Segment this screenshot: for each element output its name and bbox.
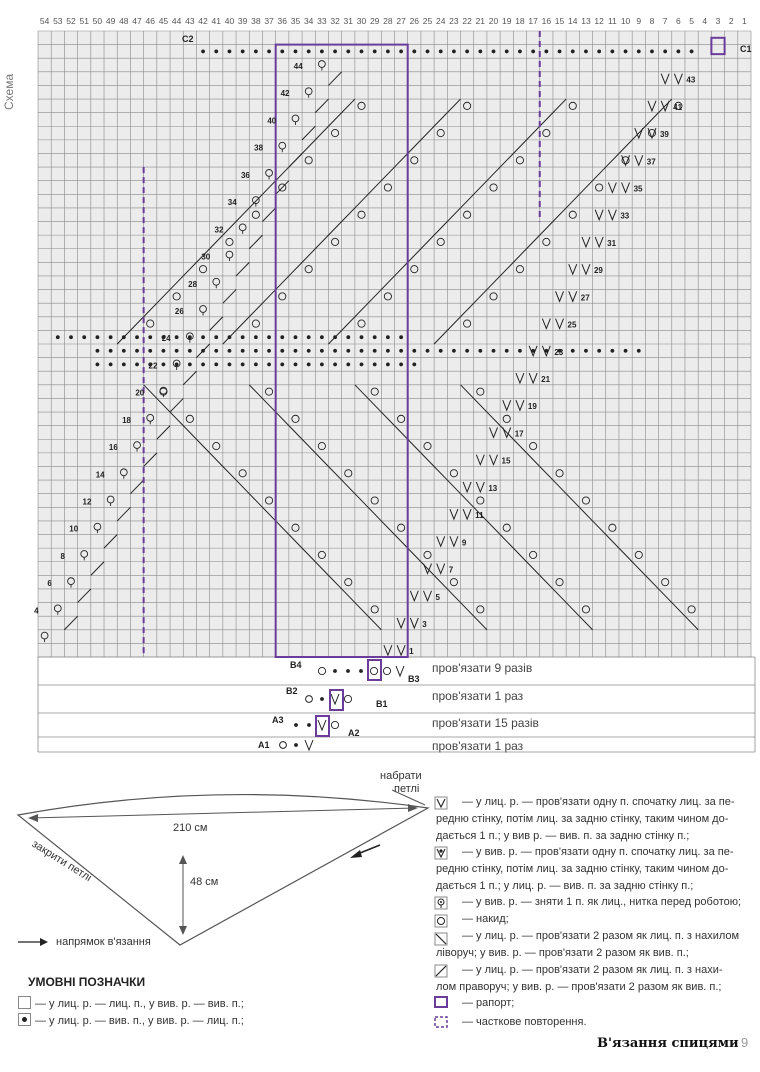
legend-right-line: редню стінку, потім лиц. за задню стінку, таким чином до- <box>436 863 729 875</box>
purl-dot-symbol <box>201 335 205 339</box>
left-row-number: 30 <box>201 252 211 262</box>
purl-dot-symbol <box>584 50 588 54</box>
purl-dot-symbol <box>571 50 575 54</box>
yarn-over-symbol <box>370 667 377 674</box>
purl-dot-symbol <box>412 363 416 367</box>
purl-dot-symbol <box>412 50 416 54</box>
purl-dot-symbol <box>399 363 403 367</box>
purl-dot-symbol <box>584 349 588 353</box>
column-number: 50 <box>92 16 103 26</box>
purl-dot-symbol <box>333 335 337 339</box>
purl-dot-symbol <box>307 723 311 727</box>
purl-dot-symbol <box>373 363 377 367</box>
column-number: 24 <box>435 16 446 26</box>
purl-dot-symbol <box>109 335 113 339</box>
purl-dot-symbol <box>214 335 218 339</box>
purl-dot-symbol <box>386 50 390 54</box>
purl-dot-symbol <box>676 50 680 54</box>
column-number: 13 <box>581 16 591 26</box>
column-number: 11 <box>607 16 617 26</box>
left-row-number: 42 <box>280 89 290 99</box>
column-number: 45 <box>158 16 169 26</box>
left-row-number: 22 <box>148 361 158 371</box>
column-number: 23 <box>449 16 459 26</box>
purl-dot-symbol <box>531 349 535 353</box>
purl-dot-symbol <box>96 363 100 367</box>
purl-dot-symbol <box>320 335 324 339</box>
repeat-icon <box>435 997 447 1007</box>
purl-dot-symbol <box>148 335 152 339</box>
legend-right-line: — часткове повторення. <box>462 1016 587 1028</box>
purl-dot-symbol <box>214 363 218 367</box>
purl-dot-symbol <box>307 363 311 367</box>
right-row-number: 39 <box>659 130 669 140</box>
purl-dot-symbol <box>135 349 139 353</box>
purl-dot-symbol <box>228 50 232 54</box>
right-row-number: 25 <box>567 320 577 330</box>
purl-dot-symbol <box>518 349 522 353</box>
shawl-width: 210 см <box>173 822 208 834</box>
purl-dot-symbol <box>465 349 469 353</box>
column-number: 42 <box>198 16 208 26</box>
right-row-number: 33 <box>620 211 630 221</box>
purl-dot-symbol <box>294 335 298 339</box>
column-number: 6 <box>676 16 681 26</box>
purl-dot-symbol <box>254 349 258 353</box>
purl-dot-symbol <box>505 50 509 54</box>
purl-dot-symbol <box>544 349 548 353</box>
purl-dot-symbol <box>399 349 403 353</box>
purl-dot-symbol <box>241 335 245 339</box>
right-row-number: 9 <box>461 538 467 548</box>
left-row-number: 36 <box>240 170 250 180</box>
partial-repeat-icon <box>435 1017 447 1027</box>
column-number: 29 <box>369 16 380 26</box>
purl-dot-symbol <box>162 363 166 367</box>
purl-dot-symbol <box>307 349 311 353</box>
purl-dot-symbol <box>492 349 496 353</box>
column-number: 12 <box>594 16 604 26</box>
purl-dot-symbol <box>307 50 311 54</box>
purl-dot-symbol <box>280 363 284 367</box>
marker-b4: B4 <box>290 660 302 670</box>
legend-right-line: — рапорт; <box>462 997 515 1009</box>
purl-dot-symbol <box>452 50 456 54</box>
row-instruction-2: пров'язати 1 раз <box>432 689 524 703</box>
right-row-number: 41 <box>673 102 683 112</box>
purl-dot-symbol <box>241 50 245 54</box>
purl-dot-symbol <box>109 363 113 367</box>
left-row-number: 38 <box>254 143 264 153</box>
purl-dot-symbol <box>478 349 482 353</box>
legend-right-line: дається 1 п.; у вив р. — вив. п. за задню стінку п.; <box>436 830 690 842</box>
column-number: 30 <box>356 16 367 26</box>
purl-dot-symbol <box>505 349 509 353</box>
column-number: 39 <box>237 16 248 26</box>
right-row-number: 1 <box>409 647 414 657</box>
left-row-number: 32 <box>214 225 224 235</box>
purl-dot-symbol <box>624 50 628 54</box>
purl-dot-symbol <box>56 335 60 339</box>
purl-dot-symbol <box>294 723 298 727</box>
purl-dot-symbol <box>307 335 311 339</box>
column-number: 48 <box>119 16 129 26</box>
legend-right-line: — у лиц. р. — пров'язати 2 разом як лиц. п. з нахилом <box>462 930 740 942</box>
left-row-number: 44 <box>293 62 303 72</box>
k2tog-left-icon <box>435 933 447 945</box>
right-row-number: 29 <box>593 266 603 276</box>
left-row-number: 24 <box>161 334 171 344</box>
column-number: 31 <box>343 16 354 26</box>
marker-c2: C2 <box>182 34 194 44</box>
purl-dot-symbol <box>254 363 258 367</box>
purl-dot-symbol <box>241 363 245 367</box>
column-number: 46 <box>145 16 155 26</box>
legend-title: УМОВНІ ПОЗНАЧКИ <box>28 975 146 989</box>
purl-dot-symbol <box>690 50 694 54</box>
column-number: 8 <box>649 16 655 26</box>
column-number: 47 <box>132 16 142 26</box>
left-row-number: 20 <box>135 388 145 398</box>
right-row-number: 3 <box>422 619 427 629</box>
purl-dot-symbol <box>148 349 152 353</box>
cast-on-label-1: набрати <box>380 770 422 782</box>
purl-dot-symbol <box>439 50 443 54</box>
purl-dot-symbol <box>162 349 166 353</box>
slip-stitch-icon <box>435 897 447 909</box>
purl-dot-symbol <box>346 349 350 353</box>
chart-grid <box>38 31 755 752</box>
right-row-number: 23 <box>554 347 564 357</box>
repeat-box <box>316 716 329 736</box>
purl-dot-symbol <box>294 363 298 367</box>
purl-dot-symbol <box>544 50 548 54</box>
left-row-number: 6 <box>47 579 52 589</box>
left-row-number: 10 <box>69 524 79 534</box>
column-number: 26 <box>409 16 420 26</box>
column-number: 19 <box>501 16 512 26</box>
column-number: 9 <box>636 16 642 26</box>
purl-dot-symbol <box>333 50 337 54</box>
column-number: 16 <box>541 16 552 26</box>
column-number: 4 <box>702 16 708 26</box>
shawl-height: 48 см <box>190 876 219 888</box>
yarn-over-symbol <box>318 667 325 674</box>
purl-dot-symbol <box>135 335 139 339</box>
purl-dot-symbol <box>228 335 232 339</box>
purl-dot-symbol <box>254 335 258 339</box>
right-row-number: 35 <box>633 184 643 194</box>
purl-dot-symbol <box>412 349 416 353</box>
purl-dot-symbol <box>399 335 403 339</box>
right-row-number: 17 <box>514 429 524 439</box>
purl-dot-symbol <box>188 363 192 367</box>
purl-dot-symbol <box>122 335 126 339</box>
column-number: 32 <box>330 16 340 26</box>
purl-dot-symbol <box>333 363 337 367</box>
purl-dot-symbol <box>386 349 390 353</box>
purl-dot-symbol <box>228 349 232 353</box>
purl-dot-symbol <box>175 349 179 353</box>
column-number: 49 <box>105 16 116 26</box>
marker-a3: A3 <box>272 715 284 725</box>
purl-dot-symbol <box>135 363 139 367</box>
row-instruction-4: пров'язати 1 раз <box>432 739 524 753</box>
purl-dot-symbol <box>280 335 284 339</box>
purl-dot-symbol <box>241 349 245 353</box>
legend-purl: — у лиц. р. — вив. п., у вив. р. — лиц. п.; <box>18 1013 244 1027</box>
purl-dot-symbol <box>96 335 100 339</box>
purl-dot-symbol <box>320 50 324 54</box>
slip-stitch-symbol <box>306 696 313 703</box>
marker-a1: A1 <box>258 740 270 750</box>
right-row-number: 11 <box>475 511 484 521</box>
marker-c1: C1 <box>740 44 752 54</box>
column-number: 7 <box>662 16 668 26</box>
column-number: 1 <box>742 16 747 26</box>
purl-dot-symbol <box>346 335 350 339</box>
column-number: 25 <box>422 16 433 26</box>
empty-square-icon <box>18 996 31 1009</box>
legend-knit: — у лиц. р. — лиц. п., у вив. р. — вив. п.; <box>18 996 244 1010</box>
purl-dot-symbol <box>333 669 337 673</box>
column-number: 51 <box>79 16 89 26</box>
marker-b2: B2 <box>286 686 298 696</box>
column-number: 53 <box>53 16 63 26</box>
column-number: 10 <box>620 16 631 26</box>
column-number: 41 <box>211 16 221 26</box>
purl-dot-symbol <box>637 50 641 54</box>
purl-dot-symbol <box>320 363 324 367</box>
purl-dot-symbol <box>465 50 469 54</box>
purl-dot-symbol <box>267 349 271 353</box>
purl-dot-symbol <box>610 349 614 353</box>
purl-dot-symbol <box>188 349 192 353</box>
column-number: 34 <box>303 16 314 26</box>
purl-dot-symbol <box>82 335 86 339</box>
increase-symbol <box>318 720 326 730</box>
legend-right-line: ліворуч; у вив. р. — пров'язати 2 разом як вив. п.; <box>436 947 689 959</box>
yarn-over-symbol <box>331 721 338 728</box>
purl-dot-symbol <box>294 743 298 747</box>
purl-dot-symbol <box>571 349 575 353</box>
right-row-number: 21 <box>541 375 551 385</box>
magazine-brand: В'язання спицями <box>597 1036 739 1051</box>
legend-right-line: — у вив. р. — зняти 1 п. як лиц., нитка перед роботою; <box>462 896 742 908</box>
purl-dot-symbol <box>201 349 205 353</box>
column-number: 22 <box>462 16 472 26</box>
legend-right-line: редню стінку, потім лиц. за задню стінку, таким чином до- <box>436 813 729 825</box>
increase-symbol <box>396 666 404 676</box>
column-number: 36 <box>277 16 288 26</box>
left-row-number: 16 <box>108 443 118 453</box>
repeat-box <box>368 660 381 680</box>
purl-dot-symbol <box>346 363 350 367</box>
right-row-number: 19 <box>527 402 537 412</box>
right-row-number: 31 <box>607 238 617 248</box>
column-number: 28 <box>383 16 393 26</box>
width-arrow <box>30 808 416 818</box>
purl-dot-symbol <box>201 363 205 367</box>
slip-stitch-symbol <box>280 742 287 749</box>
legend-right-line: — у вив. р. — пров'язати одну п. спочатку лиц. за пе- <box>462 846 734 858</box>
column-number: 17 <box>528 16 538 26</box>
purl-dot-symbol <box>373 50 377 54</box>
column-number: 27 <box>396 16 406 26</box>
left-row-number: 8 <box>60 551 66 561</box>
purl-dot-symbol <box>201 50 205 54</box>
column-number: 54 <box>39 16 50 26</box>
marker-b3: B3 <box>408 674 420 684</box>
purl-dot-symbol <box>478 50 482 54</box>
column-number: 21 <box>475 16 486 26</box>
purl-dot-symbol <box>637 349 641 353</box>
purl-dot-symbol <box>386 363 390 367</box>
purl-dot-symbol <box>360 349 364 353</box>
column-number: 37 <box>264 16 274 26</box>
left-row-number: 34 <box>227 198 237 208</box>
column-number: 5 <box>689 16 694 26</box>
purl-dot-symbol <box>96 349 100 353</box>
purl-dot-symbol <box>360 50 364 54</box>
purl-dot-symbol <box>360 363 364 367</box>
purl-dot-symbol <box>373 349 377 353</box>
purl-dot-symbol <box>399 50 403 54</box>
left-row-number: 18 <box>122 415 132 425</box>
purl-dot-symbol <box>531 50 535 54</box>
legend-right-line: — у лиц. р. — пров'язати одну п. спочатку лиц. за пе- <box>462 796 735 808</box>
k2tog-right-icon <box>435 965 447 977</box>
purl-dot-symbol <box>267 363 271 367</box>
left-row-number: 4 <box>34 606 39 616</box>
purl-dot-symbol <box>175 335 179 339</box>
purl-dot-symbol <box>320 349 324 353</box>
right-row-number: 5 <box>435 592 440 602</box>
column-number: 43 <box>185 16 195 26</box>
purl-dot-symbol <box>518 50 522 54</box>
purl-dot-symbol <box>426 50 430 54</box>
row-instruction-3: пров'язати 15 разів <box>432 716 539 730</box>
right-row-number: 27 <box>580 293 590 303</box>
marker-a2: A2 <box>348 728 360 738</box>
legend-right-line: — у лиц. р. — пров'язати 2 разом як лиц. п. з нахи- <box>462 964 723 976</box>
column-number: 2 <box>728 16 734 26</box>
column-number: 44 <box>171 16 182 26</box>
row-instruction-1: пров'язати 9 разів <box>432 661 533 675</box>
yarn-over-symbol <box>383 667 390 674</box>
purl-dot-symbol <box>386 335 390 339</box>
column-number: 52 <box>66 16 76 26</box>
purl-dot-symbol <box>294 50 298 54</box>
purl-dot-symbol <box>214 349 218 353</box>
purl-dot-symbol <box>439 349 443 353</box>
purl-dot-symbol <box>214 50 218 54</box>
purl-dot-symbol <box>280 349 284 353</box>
purl-dot-symbol <box>610 50 614 54</box>
purl-dot-symbol <box>267 335 271 339</box>
chart-title: Схема <box>2 73 16 110</box>
cast-on-label-2: петлі <box>394 783 420 795</box>
purl-dot-symbol <box>294 349 298 353</box>
yarn-over-symbol <box>344 695 351 702</box>
increase-knit-icon <box>435 797 447 809</box>
purl-dot-symbol <box>122 349 126 353</box>
increase-purl-icon <box>435 847 447 859</box>
purl-dot-symbol <box>650 50 654 54</box>
purl-dot-symbol <box>426 349 430 353</box>
purl-dot-symbol <box>597 50 601 54</box>
purl-dot-symbol <box>663 50 667 54</box>
right-row-number: 15 <box>501 456 511 466</box>
right-row-number: 13 <box>488 483 498 493</box>
purl-dot-symbol <box>320 697 324 701</box>
left-row-number: 12 <box>82 497 92 507</box>
purl-dot-symbol <box>597 349 601 353</box>
legend-right-line: — накид; <box>462 913 509 925</box>
increase-symbol <box>305 740 313 750</box>
page-number: 9 <box>741 1035 749 1050</box>
purl-dot-symbol <box>558 50 562 54</box>
left-row-number: 28 <box>188 279 198 289</box>
right-row-number: 37 <box>646 157 656 167</box>
purl-dot-symbol <box>346 669 350 673</box>
purl-dot-symbol <box>122 363 126 367</box>
column-number: 38 <box>251 16 261 26</box>
purl-dot-symbol <box>228 363 232 367</box>
purl-dot-symbol <box>492 50 496 54</box>
column-number: 3 <box>715 16 721 26</box>
column-number: 40 <box>224 16 235 26</box>
left-row-number: 26 <box>174 306 184 316</box>
purl-dot-symbol <box>69 335 73 339</box>
purl-dot-symbol <box>373 335 377 339</box>
purl-dot-symbol <box>624 349 628 353</box>
column-number: 18 <box>515 16 525 26</box>
purl-dot-symbol <box>360 335 364 339</box>
right-row-number: 43 <box>686 75 696 85</box>
yarn-over-icon <box>435 915 447 927</box>
purl-dot-symbol <box>346 50 350 54</box>
purl-dot-symbol <box>280 50 284 54</box>
column-number: 15 <box>554 16 565 26</box>
purl-dot-symbol <box>267 50 271 54</box>
purl-dot-symbol <box>359 669 363 673</box>
purl-dot-symbol <box>333 349 337 353</box>
column-number: 20 <box>488 16 499 26</box>
column-number: 14 <box>568 16 578 26</box>
legend-right-line: лом праворуч; у вив. р. — пров'язати 2 разом як вив. п.; <box>436 981 722 993</box>
dot-square-icon <box>18 1013 31 1026</box>
bind-off-label: закрити петлі <box>29 838 94 885</box>
purl-dot-symbol <box>175 363 179 367</box>
knit-direction-label: напрямок в'язання <box>56 936 151 948</box>
left-row-number: 40 <box>267 116 277 126</box>
purl-dot-symbol <box>254 50 258 54</box>
right-row-number: 7 <box>448 565 454 575</box>
purl-dot-symbol <box>452 349 456 353</box>
column-number: 33 <box>317 16 327 26</box>
purl-dot-symbol <box>188 335 192 339</box>
purl-dot-symbol <box>109 349 113 353</box>
legend-right-line: дається 1 п.; у лиц. р. — вив. п. за задню стінку п.; <box>436 880 694 892</box>
column-number: 35 <box>290 16 301 26</box>
marker-b1: B1 <box>376 699 388 709</box>
increase-symbol <box>331 694 339 704</box>
left-row-number: 14 <box>95 470 105 480</box>
